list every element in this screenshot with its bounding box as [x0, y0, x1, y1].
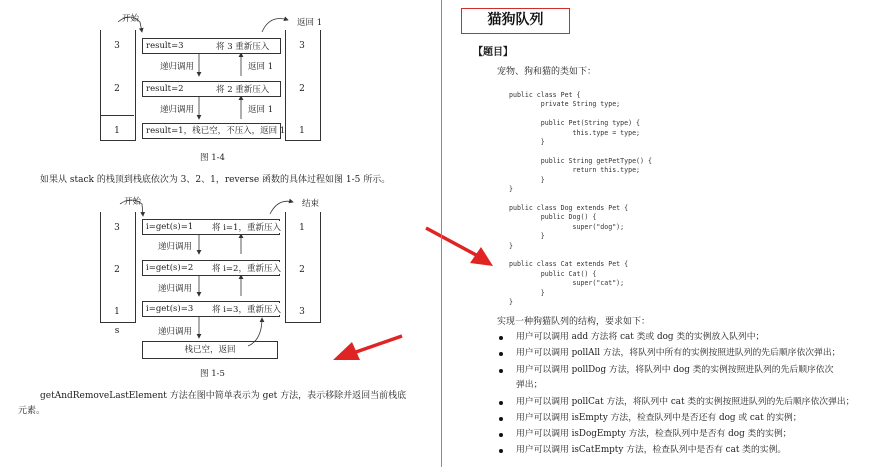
call-label: 递归调用 [160, 62, 195, 72]
stack-right-number: 3 [299, 307, 305, 317]
stack-right-number: 2 [299, 265, 305, 275]
list-item: 用户可以调用 isDogEmpty 方法，检查队列中是否有 dog 类的实例； [516, 429, 792, 439]
list-item: 用户可以调用 add 方法将 cat 类或 dog 类的实例放入队列中； [516, 332, 765, 342]
bottom-paragraph-line: 元素。 [18, 406, 46, 416]
red-arrow-lower [333, 336, 402, 360]
call-label: 递归调用 [160, 105, 195, 115]
list-item: 用户可以调用 pollCat 方法，将队列中 cat 类的实例按照进队列的先后顺序依次弹出； [516, 397, 855, 407]
stack-left-number: 1 [114, 307, 120, 317]
stack-left-number: 2 [114, 84, 120, 94]
return-label: 返回 1 [297, 18, 323, 28]
stack-right-number: 1 [299, 223, 305, 233]
code-block: public class Pet { private String type; public Pet(String type) { this.type = type; } public String getPetType() { return this.type; } } public class Dog extends Pet { public Dog() { super("dog"); } } public class Cat extends Pet { public Cat() { super("cat"); } } [509, 91, 652, 306]
problem-heading: 【题目】 [473, 47, 513, 58]
bullet-dot [499, 433, 503, 437]
red-arrow-upper [426, 228, 493, 266]
step-box-text: i=get(s)=1 [146, 222, 194, 232]
start-label: 开始 [124, 197, 142, 207]
return-step-label: 返回 1 [248, 105, 274, 115]
bullet-dot [499, 369, 503, 373]
stack-left-number: 3 [114, 223, 120, 233]
bullet-dot [499, 401, 503, 405]
stack-right-number: 3 [299, 41, 305, 51]
step-box-text: result=2 [146, 84, 184, 94]
section-title: 猫狗队列 [461, 8, 570, 34]
bullet-dot [499, 352, 503, 356]
bullet-dot [499, 417, 503, 421]
stack-left-number: 3 [114, 41, 120, 51]
step-box-text: i=get(s)=2 [146, 263, 194, 273]
mid-paragraph: 如果从 stack 的栈顶到栈底依次为 3、2、1，reverse 函数的具体过程如图 1-5 所示。 [40, 175, 391, 185]
step-box-text: result=3 [146, 41, 184, 51]
call-label: 递归调用 [158, 242, 193, 252]
step-box-text: i=get(s)=3 [146, 304, 194, 314]
list-item: 用户可以调用 isEmpty 方法，检查队列中是否还有 dog 或 cat 的实例； [516, 413, 802, 423]
list-item: 用户可以调用 pollDog 方法，将队列中 dog 类的实例按照进队列的先后顺序依次 [516, 365, 834, 375]
bottom-paragraph-line: getAndRemoveLastElement 方法在图中简单表示为 get 方法，表示移除并返回当前栈底 [40, 391, 407, 401]
push-label: 将 i=3，重新压入 [212, 305, 281, 315]
push-label: 将 i=1，重新压入 [212, 223, 281, 233]
end-label: 结束 [302, 199, 320, 209]
push-label: 将 3 重新压入 [216, 42, 270, 52]
call-label: 递归调用 [158, 327, 193, 337]
intro-text: 宠物、狗和猫的类如下： [497, 67, 597, 77]
stack-right-number: 2 [299, 84, 305, 94]
stack-left-number: 2 [114, 265, 120, 275]
s-label: s [114, 326, 120, 336]
figure-caption: 图 1-4 [200, 153, 225, 163]
bullet-dot [499, 449, 503, 453]
page-divider [441, 0, 442, 467]
requirements-intro: 实现一种狗猫队列的结构，要求如下： [497, 317, 651, 327]
bullet-dot [499, 336, 503, 340]
stack-right-number: 1 [299, 126, 305, 136]
stack-left-number: 1 [114, 126, 120, 136]
list-item-continuation: 弹出； [516, 380, 543, 390]
return-step-label: 返回 1 [248, 62, 274, 72]
start-label: 开始 [122, 14, 140, 24]
push-label: 将 2 重新压入 [216, 85, 270, 95]
list-item: 用户可以调用 isCatEmpty 方法，检查队列中是否有 cat 类的实例。 [516, 445, 787, 455]
push-label: 将 i=2，重新压入 [212, 264, 281, 274]
list-item: 用户可以调用 pollAll 方法，将队列中所有的实例按照进队列的先后顺序依次弹出； [516, 348, 841, 358]
empty-box-text: 栈已空，返回 [184, 345, 236, 355]
step-box-text: result=1，栈已空，不压入，返回 1 [146, 126, 286, 136]
call-label: 递归调用 [158, 284, 193, 294]
figure-caption: 图 1-5 [200, 369, 225, 379]
